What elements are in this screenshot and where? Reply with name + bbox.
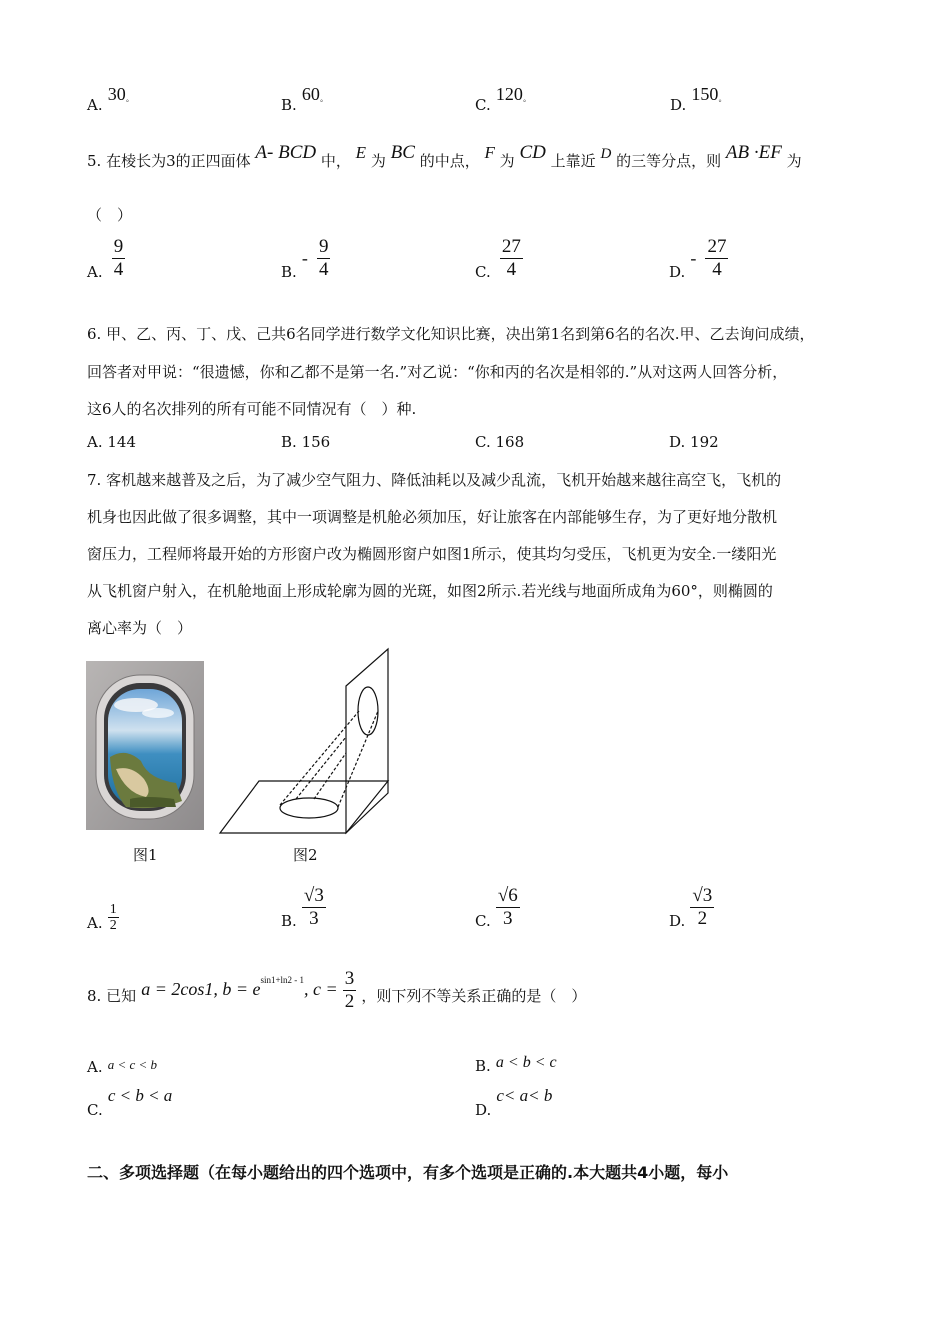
sqrt-icon: √ bbox=[303, 885, 315, 906]
q6-option-a: A. 144 bbox=[87, 433, 137, 451]
fraction: $\frac{9}{4}$ bbox=[113, 236, 124, 280]
q6-option-d: D. 192 bbox=[669, 433, 719, 451]
q5-stem: 5. 在棱长为3的正四面体 A- BCD 中， E 为 BC 的中点， F 为 CD 上靠近 D 的三等分点，则 AB ·EF 为 bbox=[87, 142, 802, 170]
q6-line-2: 回答者对甲说：“很遗憾，你和乙都不是第一名.”对乙说：“你和丙的名次是相邻的.”从对这两人回答分析， bbox=[87, 363, 788, 381]
sqrt-icon: √ bbox=[692, 885, 703, 906]
q4-options bbox=[87, 84, 867, 114]
q8-option-b: B. a < b < c bbox=[475, 1054, 557, 1075]
q7-line-4: 从飞机窗户射入，在机舱地面上形成轮廓为圆的光斑，如图2所示.若光线与地面所成角为60°，则椭圆的 bbox=[87, 582, 773, 600]
q7-option-a: A. $\frac{1}{2}$ bbox=[87, 902, 117, 933]
q4-option-b: B. 60◦ bbox=[281, 84, 324, 114]
fraction: $\frac{3}{2}$ bbox=[344, 968, 355, 1012]
q8-option-c: C. c < b < a bbox=[87, 1086, 173, 1119]
q8-option-a: A. a < c < b bbox=[87, 1057, 158, 1076]
q6-line-1: 6. 甲、乙、丙、丁、戊、己共6名同学进行数学文化知识比赛，决出第1名到第6名的名次.甲、乙去询问成绩， bbox=[87, 325, 815, 343]
q7-line-1: 7. 客机越来越普及之后，为了减少空气阻力、降低油耗以及减少乱流，飞机开始越来越往高空飞，飞机的 bbox=[87, 471, 782, 489]
fraction: $\frac{1}{2}$ bbox=[109, 902, 117, 933]
q7-option-b: B. $\frac{√3}{3}$ bbox=[281, 885, 324, 930]
q5-option-b: B. - $\frac{9}{4}$ bbox=[281, 236, 329, 281]
fraction: $\frac{27}{4}$ bbox=[707, 236, 727, 280]
fraction: $\frac{27}{4}$ bbox=[501, 236, 521, 280]
q5-option-c: C. $\frac{27}{4}$ bbox=[475, 236, 521, 281]
q4-option-a: A. 30◦ bbox=[87, 84, 129, 114]
q4-option-c: C. 120◦ bbox=[475, 84, 527, 114]
figure-1-caption: 图1 bbox=[133, 846, 158, 864]
q5-paren: （ ） bbox=[87, 206, 133, 224]
q6-line-3: 这6人的名次排列的所有可能不同情况有（ ）种. bbox=[87, 400, 417, 418]
q7-line-2: 机身也因此做了很多调整，其中一项调整是机舱必须加压，好让旅客在内部能够生存，为了更好地分散机 bbox=[87, 508, 778, 526]
figure-2-light-diagram bbox=[216, 645, 396, 837]
q6-option-b: B. 156 bbox=[281, 433, 331, 451]
q7-line-5: 离心率为（ ） bbox=[87, 619, 193, 637]
q4-option-d: D. 150◦ bbox=[670, 84, 722, 114]
figure-1-airplane-window bbox=[86, 661, 204, 830]
q7-option-d: D. $\frac{√3}{2}$ bbox=[669, 885, 713, 930]
q8-option-d: D. c< a< b bbox=[475, 1086, 553, 1119]
figure-2-caption: 图2 bbox=[293, 846, 318, 864]
q8-stem: 8. 已知 a = 2cos1, $b = e^{sin1+ln2 - 1}$, c = $\frac{3}{2}$ ，则下列不等关系正确的是（ ） bbox=[87, 968, 587, 1012]
fraction: $\frac{√3}{3}$ bbox=[303, 885, 324, 929]
fraction: $\frac{√6}{3}$ bbox=[497, 885, 518, 929]
sqrt-icon: √ bbox=[497, 885, 509, 906]
q7-option-c: C. $\frac{√6}{3}$ bbox=[475, 885, 518, 930]
q7-line-3: 窗压力，工程师将最开始的方形窗户改为椭圆形窗户如图1所示，使其均匀受压，飞机更为安全.一缕阳光 bbox=[87, 545, 777, 563]
q6-option-c: C. 168 bbox=[475, 433, 525, 451]
q5-option-d: D. - $\frac{27}{4}$ bbox=[669, 236, 727, 281]
fraction: $\frac{√3}{2}$ bbox=[692, 885, 713, 929]
fraction: $\frac{9}{4}$ bbox=[318, 236, 329, 280]
q5-option-a: A. $\frac{9}{4}$ bbox=[87, 236, 124, 281]
section-2-heading: 二、多项选择题（在每小题给出的四个选项中，有多个选项是正确的.本大题共4小题，每小 bbox=[87, 1163, 729, 1182]
